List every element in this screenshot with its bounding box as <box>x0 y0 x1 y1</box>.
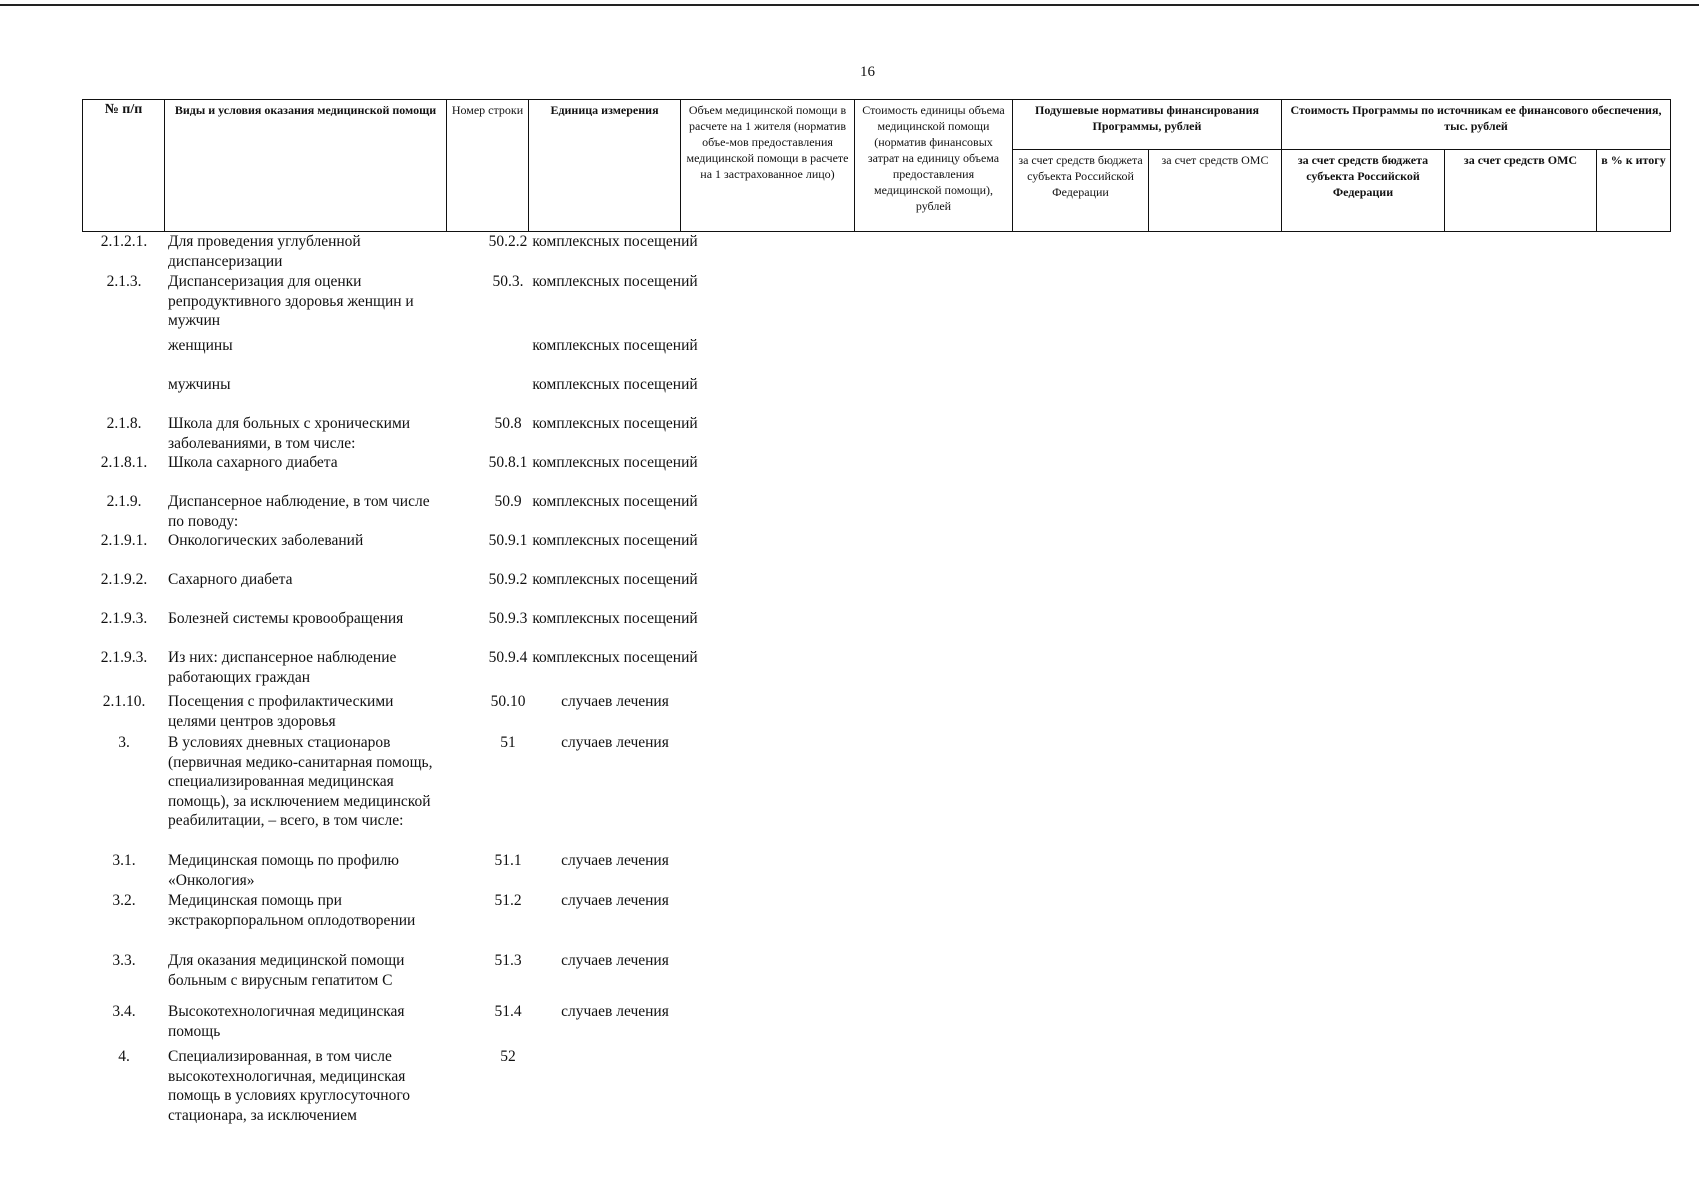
row-name: Для оказания медицинской помощи больным с вирусным гепатитом С <box>168 952 405 989</box>
row-code: 51 <box>500 734 516 751</box>
header-col-volume: Объем медицинской помощи в расчете на 1 жителя (норматив объе-мов предоставления медицинской помощи в расчете на 1 застрахованное лицо) <box>681 100 855 232</box>
row-code: 50.8.1 <box>488 454 528 471</box>
row-unit: комплексных посещений <box>532 233 698 250</box>
row-unit: комплексных посещений <box>532 571 698 588</box>
row-name: Высокотехнологичная медицинская помощь <box>168 1003 405 1040</box>
row-number: 2.1.9.1. <box>100 532 148 549</box>
row-unit: случаев лечения <box>561 892 669 909</box>
header-col-percap-oms: за счет средств ОМС <box>1149 150 1282 232</box>
row-name: Онкологических заболеваний <box>168 532 364 549</box>
row-number: 2.1.8. <box>106 415 142 432</box>
row-number: 2.1.2.1. <box>100 233 148 250</box>
row-name: Диспансеризация для оценки репродуктивного здоровья женщин и мужчин <box>168 273 414 329</box>
row-unit: комплексных посещений <box>532 415 698 432</box>
row-code: 50.3. <box>492 273 524 290</box>
row-name: Для проведения углубленной диспансеризации <box>168 233 361 270</box>
row-code: 52 <box>500 1048 516 1065</box>
row-name: Школа сахарного диабета <box>168 454 338 471</box>
row-unit: случаев лечения <box>561 952 669 969</box>
row-number: 3.4. <box>112 1003 136 1020</box>
row-code: 50.9.2 <box>488 571 528 588</box>
row-number: 3.1. <box>112 852 136 869</box>
row-code: 51.1 <box>494 852 522 869</box>
header-col-percap: Подушевые нормативы финансирования Программы, рублей <box>1013 100 1282 150</box>
row-name: женщины <box>168 337 233 354</box>
header-col-num: № п/п <box>83 100 165 232</box>
row-code: 50.9.4 <box>488 649 528 666</box>
row-code: 50.8 <box>494 415 522 432</box>
row-name: мужчины <box>168 376 231 393</box>
row-unit: комплексных посещений <box>532 454 698 471</box>
row-name: Болезней системы кровообращения <box>168 610 404 627</box>
header-col-type: Виды и условия оказания медицинской помощи <box>165 100 447 232</box>
row-number: 2.1.9.3. <box>100 649 148 666</box>
row-unit: комплексных посещений <box>532 493 698 510</box>
row-code: 51.3 <box>494 952 522 969</box>
row-unit: случаев лечения <box>561 852 669 869</box>
row-name: Школа для больных с хроническими заболеваниями, в том числе: <box>168 415 411 452</box>
top-border-line <box>0 4 1699 6</box>
row-number: 3. <box>118 734 130 751</box>
header-col-program: Стоимость Программы по источникам ее финансового обеспечения, тыс. рублей <box>1282 100 1671 150</box>
row-name: Сахарного диабета <box>168 571 293 588</box>
header-col-program-oms: за счет средств ОМС <box>1445 150 1597 232</box>
header-col-cost: Стоимость единицы объема медицинской помощи (норматив финансовых затрат на единицу объема предоставления медицинской помощи), рублей <box>855 100 1013 232</box>
row-number: 3.3. <box>112 952 136 969</box>
row-unit: комплексных посещений <box>532 610 698 627</box>
header-col-program-budget: за счет средств бюджета субъекта Российской Федерации <box>1282 150 1445 232</box>
header-col-program-pct: в % к итогу <box>1597 150 1671 232</box>
row-number: 2.1.9.3. <box>100 610 148 627</box>
row-name: В условиях дневных стационаров (первичная медико-санитарная помощь, специализированная медицинская помощь), за исключением медицинской реабилитации, – всего, в том числе: <box>168 734 433 829</box>
row-unit: комплексных посещений <box>532 649 698 666</box>
row-unit: комплексных посещений <box>532 532 698 549</box>
row-code: 50.9 <box>494 493 522 510</box>
header-col-line: Номер строки <box>447 100 529 232</box>
row-unit: случаев лечения <box>561 734 669 751</box>
row-name: Диспансерное наблюдение, в том числе по поводу: <box>168 493 430 530</box>
row-number: 3.2. <box>112 892 136 909</box>
row-name: Из них: диспансерное наблюдение работающих граждан <box>168 649 397 686</box>
row-unit: случаев лечения <box>561 1003 669 1020</box>
table-header <box>82 99 1671 232</box>
row-name: Медицинская помощь по профилю «Онкология» <box>168 852 399 889</box>
row-unit: комплексных посещений <box>532 376 698 393</box>
header-col-unit: Единица измерения <box>529 100 681 232</box>
row-code: 50.2.2 <box>488 233 528 250</box>
header-col-percap-budget: за счет средств бюджета субъекта Российской Федерации <box>1013 150 1149 232</box>
row-code: 50.10 <box>490 693 526 710</box>
row-name: Специализированная, в том числе высокотехнологичная, медицинская помощь в условиях круглосуточного стационара, за исключением <box>168 1048 411 1124</box>
row-number: 2.1.9. <box>106 493 142 510</box>
row-name: Медицинская помощь при экстракорпоральном оплодотворении <box>168 892 416 929</box>
row-number: 2.1.10. <box>102 693 146 710</box>
row-unit: случаев лечения <box>561 693 669 710</box>
row-code: 51.4 <box>494 1003 522 1020</box>
row-name: Посещения с профилактическими целями центров здоровья <box>168 693 394 730</box>
row-number: 2.1.8.1. <box>100 454 148 471</box>
row-code: 51.2 <box>494 892 522 909</box>
row-code: 50.9.3 <box>488 610 528 627</box>
row-number: 4. <box>118 1048 130 1065</box>
row-code: 50.9.1 <box>488 532 528 549</box>
row-number: 2.1.3. <box>106 273 142 290</box>
row-unit: комплексных посещений <box>532 273 698 290</box>
row-unit: комплексных посещений <box>532 337 698 354</box>
row-number: 2.1.9.2. <box>100 571 148 588</box>
page-number: 16 <box>860 64 875 80</box>
